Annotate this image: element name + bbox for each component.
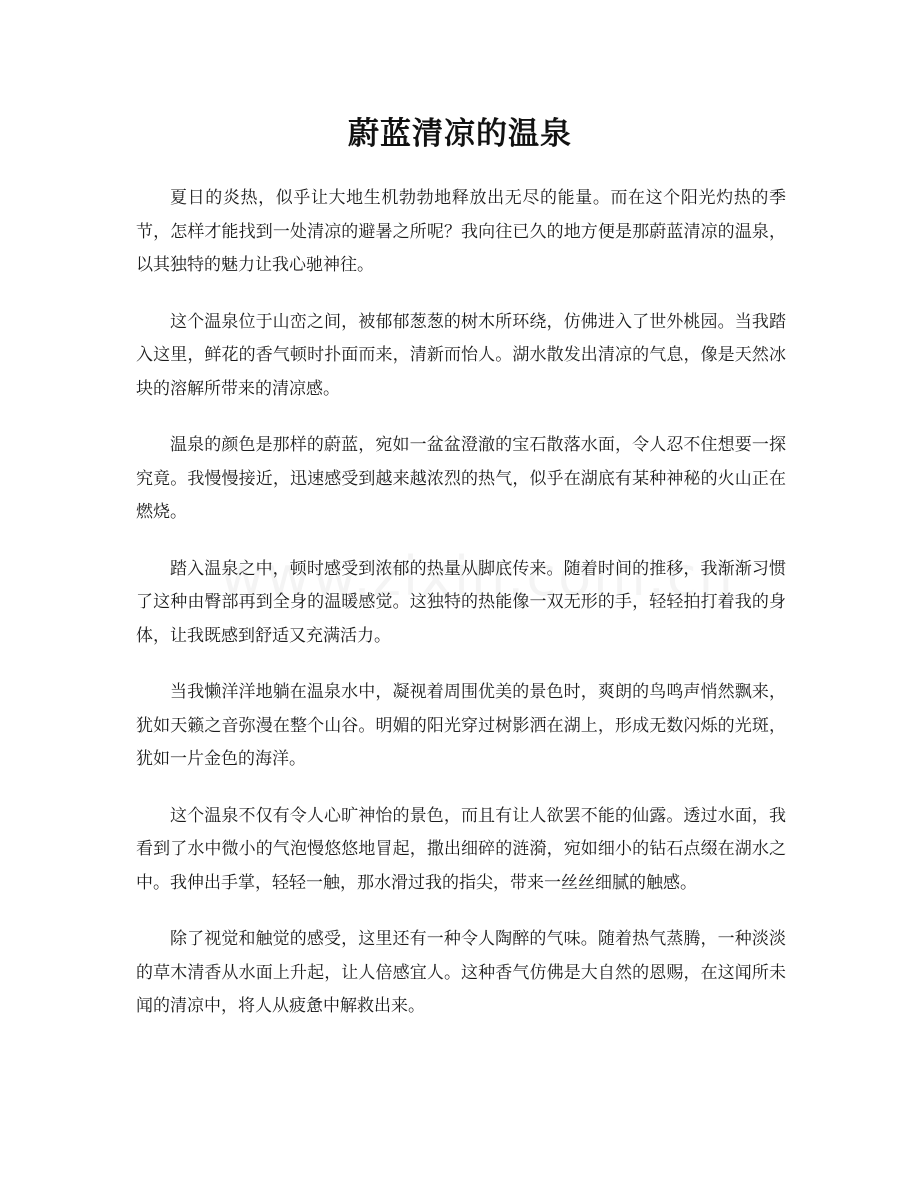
paragraph: 温泉的颜色是那样的蔚蓝，宛如一盆盆澄澈的宝石散落水面，令人忍不住想要一探究竟。我慢慢接近，迅速感受到越来越浓烈的热气，似乎在湖底有某种神秘的火山正在燃烧。	[136, 435, 786, 522]
paragraph: 踏入温泉之中，顿时感受到浓郁的热量从脚底传来。随着时间的推移，我渐渐习惯了这种由臀部再到全身的温暖感觉。这独特的热能像一双无形的手，轻轻拍打着我的身体，让我既感到舒适又充满活力。	[136, 558, 786, 646]
document-title: 蔚蓝清凉的温泉	[348, 116, 572, 152]
paragraph: 除了视觉和触觉的感受，这里还有一种令人陶醉的气味。随着热气蒸腾，一种淡淡的草木清香从水面上升起，让人倍感宜人。这种香气仿佛是大自然的恩赐，在这闻所未闻的清凉中，将人从疲惫中解救出来。	[136, 929, 786, 1016]
paragraph: 夏日的炎热，似乎让大地生机勃勃地释放出无尽的能量。而在这个阳光灼热的季节，怎样才能找到一处清凉的避暑之所呢？我向往已久的地方便是那蔚蓝清凉的温泉，以其独特的魅力让我心驰神往。	[136, 188, 786, 275]
paragraph: 这个温泉不仅有令人心旷神怡的景色，而且有让人欲罢不能的仙露。透过水面，我看到了水中微小的气泡慢悠悠地冒起，撒出细碎的涟漪，宛如细小的钻石点缀在湖水之中。我伸出手掌，轻轻一触，那水滑过我的指尖，带来一丝丝细腻的触感。	[136, 805, 786, 893]
paragraph: 这个温泉位于山峦之间，被郁郁葱葱的树木所环绕，仿佛进入了世外桃园。当我踏入这里，鲜花的香气顿时扑面而来，清新而怡人。湖水散发出清凉的气息，像是天然冰块的溶解所带来的清凉感。	[136, 311, 786, 399]
document-body	[136, 182, 786, 1047]
paragraph: 当我懒洋洋地躺在温泉水中，凝视着周围优美的景色时，爽朗的鸟鸣声悄然飘来，犹如天籁之音弥漫在整个山谷。明媚的阳光穿过树影洒在湖上，形成无数闪烁的光斑，犹如一片金色的海洋。	[136, 682, 786, 769]
